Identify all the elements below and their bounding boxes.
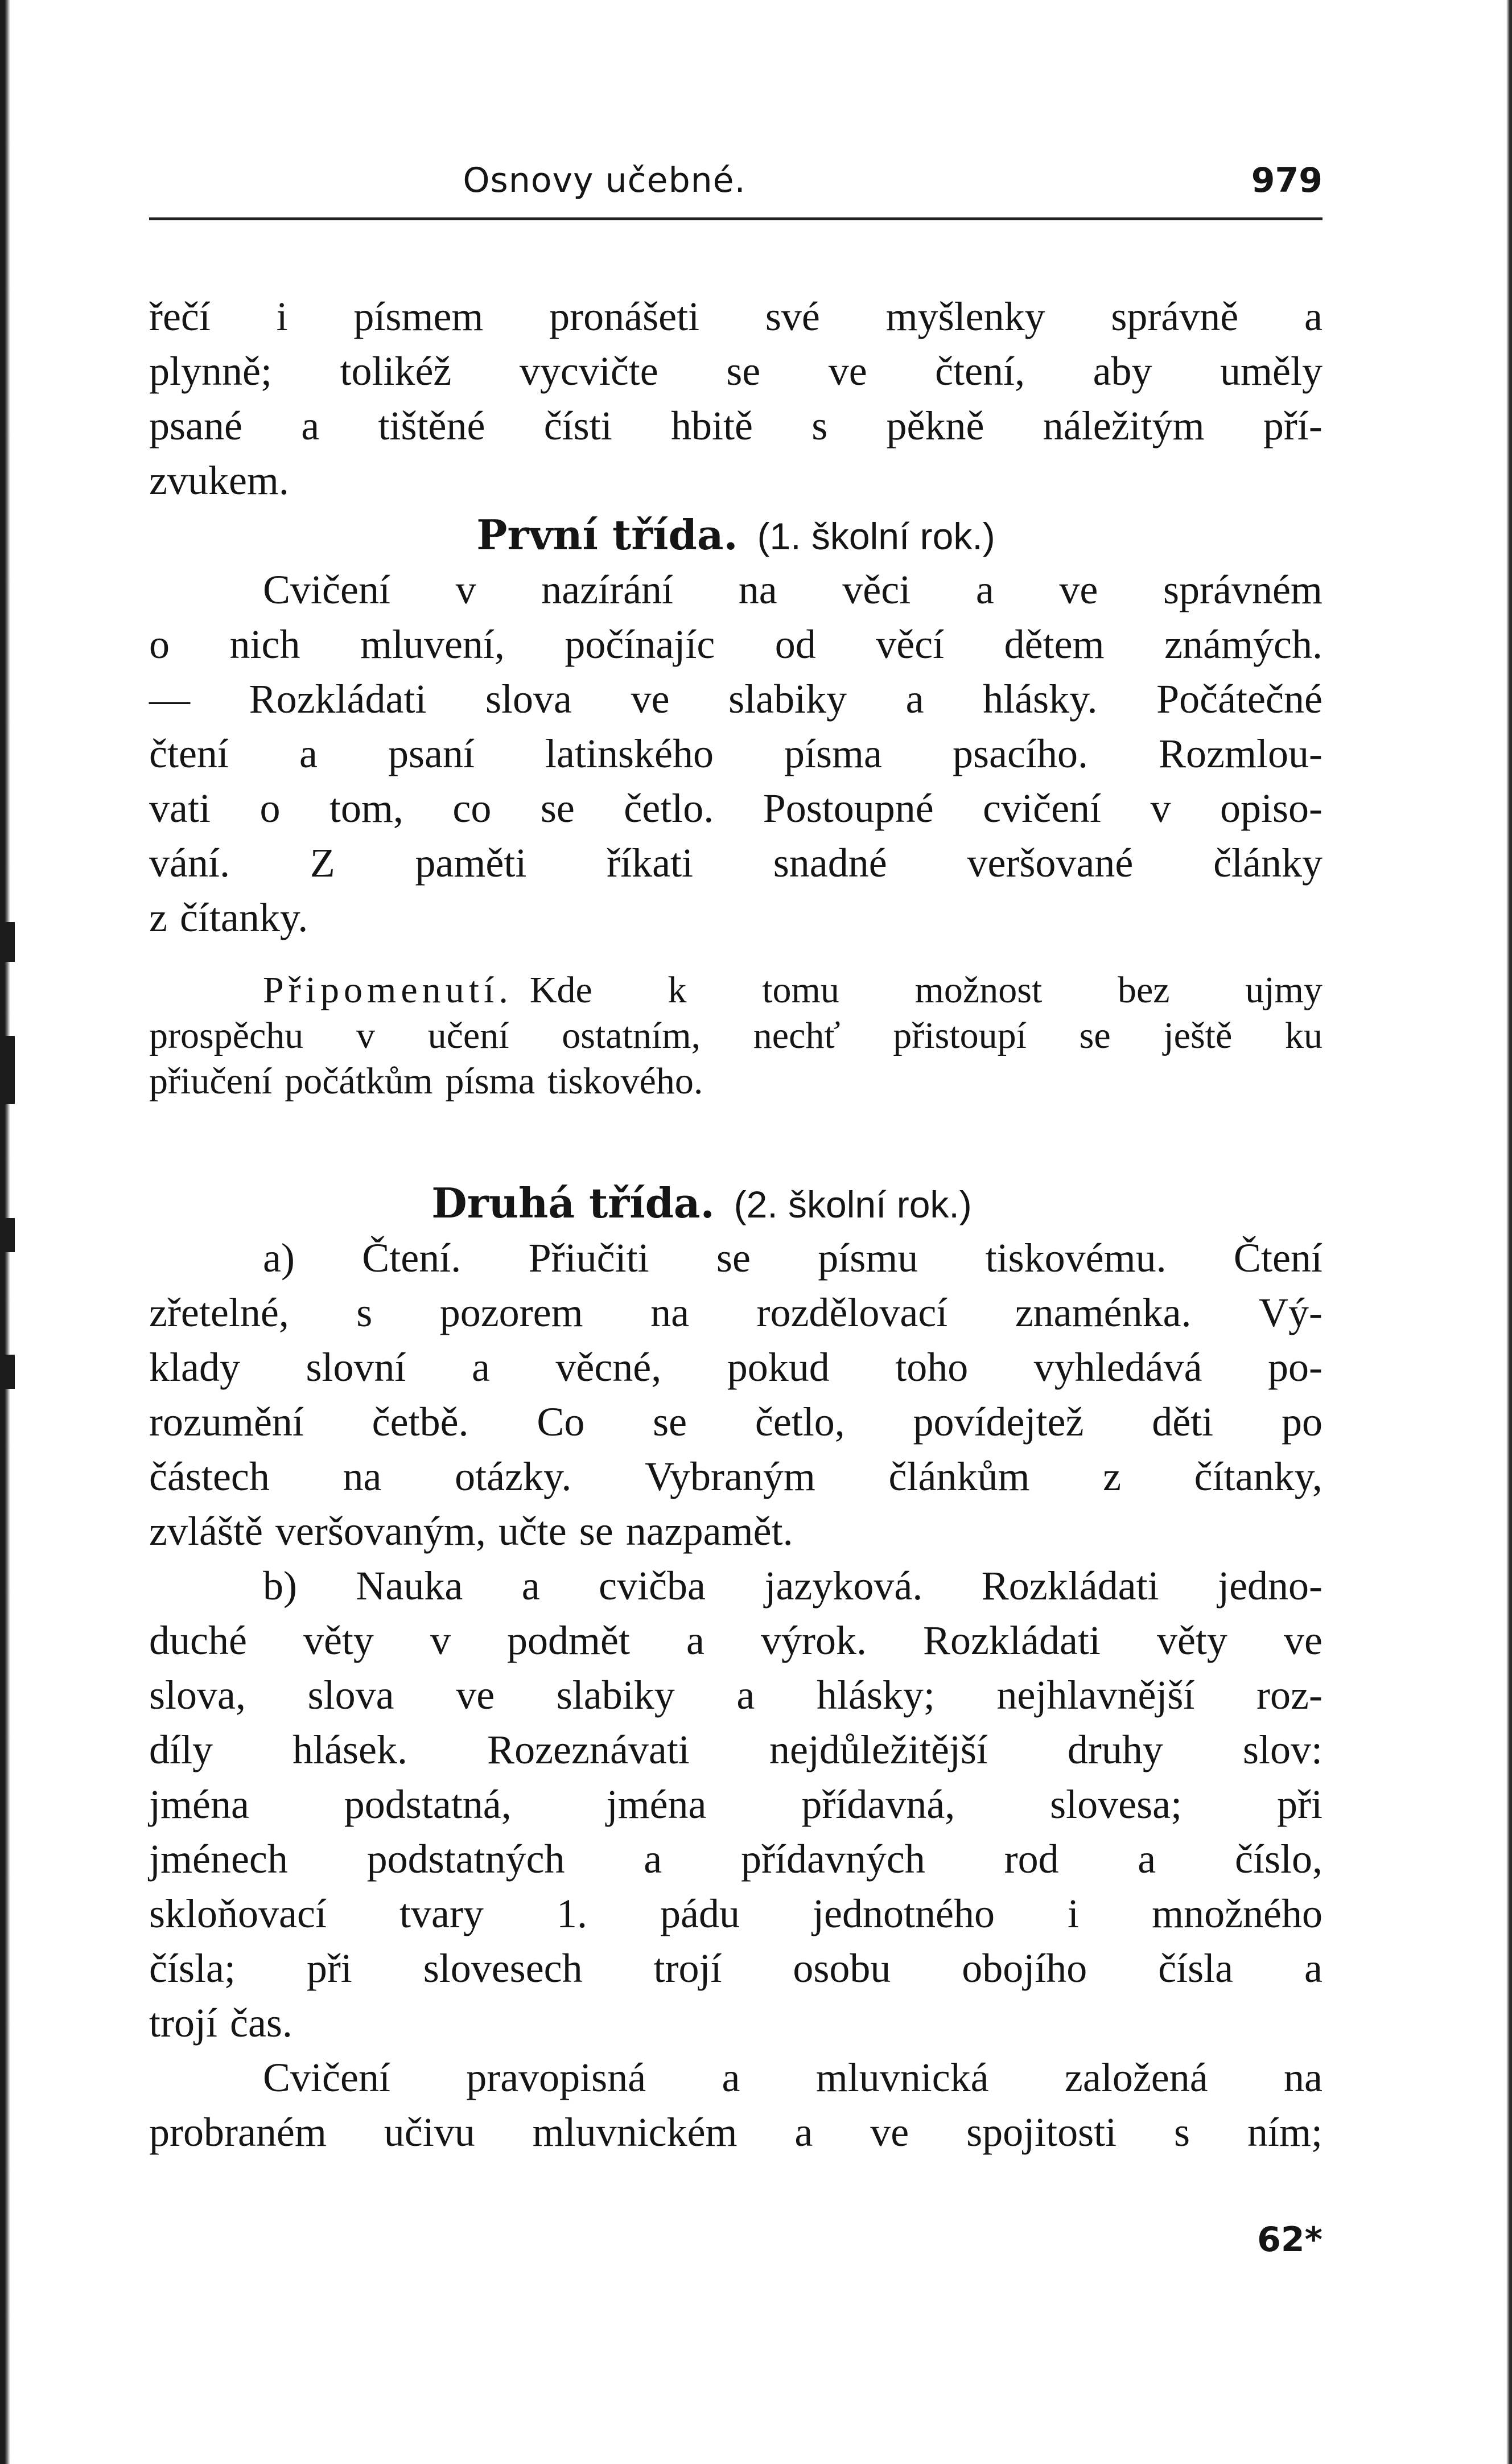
word: psaní xyxy=(388,731,475,776)
spacer xyxy=(149,945,1323,968)
word: 1. xyxy=(556,1891,587,1936)
word: b) xyxy=(263,1563,297,1609)
word: se xyxy=(579,1508,613,1554)
section-heading-second-class xyxy=(149,1176,1323,1231)
word: osobu xyxy=(793,1945,891,1991)
word: Rozmlou- xyxy=(1159,731,1323,776)
word: z xyxy=(1103,1454,1122,1499)
word: a xyxy=(722,2055,740,2100)
word: články xyxy=(1213,840,1323,886)
word: podstatných xyxy=(366,1836,565,1882)
word: ostatním, xyxy=(562,1015,701,1056)
text-line xyxy=(149,289,1323,344)
word: Z xyxy=(310,840,335,886)
page-header xyxy=(149,161,1323,206)
word: jména xyxy=(149,1782,249,1827)
paragraph-reading xyxy=(149,1231,1323,1558)
page-number: 979 xyxy=(1251,161,1323,200)
word: z xyxy=(149,895,167,940)
word: o xyxy=(149,622,170,667)
word: slovesech xyxy=(423,1945,583,1991)
word: probraném xyxy=(149,2109,327,2155)
paragraph-first-class xyxy=(149,562,1323,945)
word: cvičení xyxy=(983,785,1102,831)
word: se xyxy=(540,785,575,831)
word: v xyxy=(430,1618,451,1663)
text-line xyxy=(149,968,1323,1013)
word: a xyxy=(686,1618,704,1663)
word: správném xyxy=(1163,567,1323,612)
word: cvičba xyxy=(599,1563,706,1609)
word: tom, xyxy=(329,785,403,831)
word: — xyxy=(149,676,190,722)
word: a xyxy=(794,2109,813,2155)
word: učení xyxy=(427,1015,509,1056)
word: ve xyxy=(828,348,867,394)
word: věci xyxy=(842,567,911,612)
text-line xyxy=(149,1558,1323,1613)
word: jménech xyxy=(149,1836,288,1882)
text-line xyxy=(149,398,1323,453)
word: založená xyxy=(1064,2055,1208,2100)
text-line xyxy=(149,1996,1323,2050)
word: psané xyxy=(149,403,242,449)
word: tiskovému. xyxy=(985,1235,1167,1281)
text-line xyxy=(149,453,1323,508)
running-head: Osnovy učebné. xyxy=(463,161,746,200)
word: zřetelné, xyxy=(149,1290,289,1335)
word: ve xyxy=(1059,567,1098,612)
word: hlásek. xyxy=(292,1727,408,1772)
word: vyhledává xyxy=(1033,1344,1202,1390)
text-line xyxy=(149,781,1323,836)
word: správně xyxy=(1111,294,1239,339)
word: s xyxy=(811,403,828,449)
word: vycvičte xyxy=(519,348,658,394)
word: pronášeti xyxy=(549,294,700,339)
word: pří- xyxy=(1263,403,1323,449)
text-column xyxy=(149,289,1323,2159)
word: přiučení xyxy=(149,1060,273,1102)
word: od xyxy=(774,622,816,667)
word: aby xyxy=(1093,348,1152,394)
word: množného xyxy=(1152,1891,1323,1936)
word: četbě. xyxy=(372,1399,469,1445)
word: se xyxy=(726,348,761,394)
word: veršovaným, xyxy=(275,1508,486,1554)
word: a xyxy=(905,676,924,722)
word: Cvičení xyxy=(263,2055,390,2100)
word: slova xyxy=(485,676,572,722)
word: věty xyxy=(1156,1618,1227,1663)
word: hbitě xyxy=(670,403,753,449)
word: částech xyxy=(149,1454,270,1499)
word: písmem xyxy=(353,294,484,339)
word: Čtení. xyxy=(362,1235,462,1281)
text-line xyxy=(149,562,1323,617)
word: a xyxy=(1304,1945,1323,1991)
text-line xyxy=(149,1340,1323,1395)
text-line xyxy=(149,1668,1323,1722)
word: učivu xyxy=(384,2109,475,2155)
word: čítanky. xyxy=(179,895,308,940)
word: díly xyxy=(149,1727,213,1772)
text-line xyxy=(149,890,1323,945)
word: veršované xyxy=(967,840,1134,886)
word: otázky. xyxy=(455,1454,572,1499)
signature-mark: 62* xyxy=(1257,2220,1323,2260)
text-line xyxy=(149,1941,1323,1996)
word: číslo, xyxy=(1234,1836,1323,1882)
page-edge-right xyxy=(1506,0,1512,2464)
word: své xyxy=(765,294,820,339)
edge-mark xyxy=(0,1036,15,1104)
word: a xyxy=(644,1836,662,1882)
word: s xyxy=(356,1290,373,1335)
word: děti xyxy=(1152,1399,1214,1445)
word: nejhlavnější xyxy=(996,1672,1195,1718)
word: čas. xyxy=(230,2000,292,2046)
word: čísla xyxy=(1158,1945,1234,1991)
text-line xyxy=(149,1504,1323,1558)
word: říkati xyxy=(607,840,694,886)
word: a xyxy=(1138,1836,1156,1882)
word: plynně; xyxy=(149,348,272,394)
word: věcné, xyxy=(555,1344,662,1390)
word: nazpamět. xyxy=(625,1508,793,1554)
word: čísti xyxy=(543,403,612,449)
word: Rozkládati xyxy=(249,676,427,722)
word: na xyxy=(343,1454,382,1499)
word: Cvičení xyxy=(263,567,390,612)
word: Co xyxy=(537,1399,585,1445)
word: Postoupné xyxy=(763,785,934,831)
word: a xyxy=(299,731,318,776)
word: bez xyxy=(1117,969,1170,1011)
word: se xyxy=(1079,1015,1111,1056)
word: věcí xyxy=(876,622,945,667)
word: rozdělovací xyxy=(756,1290,948,1335)
text-line xyxy=(149,1449,1323,1504)
word: na xyxy=(650,1290,690,1335)
word: Nauka xyxy=(356,1563,463,1609)
word: a xyxy=(301,403,320,449)
word: duché xyxy=(149,1618,247,1663)
word: v xyxy=(455,567,476,612)
section-heading-first-class xyxy=(149,508,1323,562)
word: snadné xyxy=(773,840,887,886)
text-line xyxy=(149,1832,1323,1886)
word: a xyxy=(975,567,994,612)
heading-subtitle: (2. školní rok.) xyxy=(734,1183,972,1225)
word: tomu xyxy=(762,969,839,1011)
word: článkům xyxy=(888,1454,1030,1499)
word: skloňovací xyxy=(149,1891,327,1936)
word: myšlenky xyxy=(885,294,1045,339)
word: podmět xyxy=(506,1618,630,1663)
word: mluvení, xyxy=(360,622,505,667)
word: Přiučiti xyxy=(528,1235,649,1281)
word: při xyxy=(306,1945,352,1991)
word: a xyxy=(736,1672,755,1718)
word: rozumění xyxy=(149,1399,304,1445)
text-line xyxy=(149,2050,1323,2105)
text-line xyxy=(149,1013,1323,1059)
text-line xyxy=(149,1285,1323,1340)
word: roz- xyxy=(1256,1672,1323,1718)
word: hlásky; xyxy=(816,1672,935,1718)
word: nich xyxy=(229,622,300,667)
text-line xyxy=(149,1613,1323,1668)
paragraph-orthography xyxy=(149,2050,1323,2159)
word: Vý- xyxy=(1259,1290,1323,1335)
word: po xyxy=(1281,1399,1323,1445)
word: a xyxy=(471,1344,490,1390)
text-line xyxy=(149,344,1323,398)
word: mluvnická xyxy=(815,2055,989,2100)
text-line xyxy=(149,1059,1323,1104)
word: řečí xyxy=(149,294,211,339)
word: jednotného xyxy=(813,1891,995,1936)
heading-subtitle: (1. školní rok.) xyxy=(757,515,995,557)
word: Kde xyxy=(529,969,592,1011)
word: Čtení xyxy=(1233,1235,1323,1281)
word: písma xyxy=(784,731,882,776)
word: slov: xyxy=(1242,1727,1323,1772)
word: ve xyxy=(1283,1618,1323,1663)
word: počínajíc xyxy=(565,622,715,667)
word: slabiky xyxy=(556,1672,675,1718)
word: Rozkládati xyxy=(923,1618,1101,1663)
word: zvláště xyxy=(149,1508,263,1554)
word: prospěchu xyxy=(149,1015,304,1056)
word: trojí xyxy=(653,1945,722,1991)
word: ním; xyxy=(1247,2109,1323,2155)
word: ve xyxy=(870,2109,909,2155)
word: slova xyxy=(307,1672,394,1718)
word: znaménka. xyxy=(1015,1290,1192,1335)
word: náležitým xyxy=(1043,403,1205,449)
word: a xyxy=(521,1563,540,1609)
header-rule xyxy=(149,217,1323,220)
word: nazírání xyxy=(541,567,674,612)
word: přídavných xyxy=(740,1836,925,1882)
word: slovní xyxy=(306,1344,406,1390)
word: po- xyxy=(1268,1344,1323,1390)
word: a) xyxy=(263,1235,295,1281)
word: nejdůležitější xyxy=(769,1727,988,1772)
word: jména xyxy=(606,1782,707,1827)
word: povídejtež xyxy=(913,1399,1084,1445)
word: Počátečné xyxy=(1156,676,1323,722)
word: pěkně xyxy=(886,403,984,449)
word: pozorem xyxy=(439,1290,583,1335)
word: zvukem. xyxy=(149,458,289,503)
word: tiskového. xyxy=(547,1060,703,1102)
spacer xyxy=(149,1104,1323,1176)
word: věty xyxy=(303,1618,374,1663)
word: podstatná, xyxy=(344,1782,512,1827)
text-line xyxy=(149,1722,1323,1777)
text-line xyxy=(149,836,1323,890)
word: psacího. xyxy=(953,731,1088,776)
word: nechť xyxy=(753,1015,841,1056)
word: jazyková. xyxy=(764,1563,923,1609)
word: se xyxy=(716,1235,751,1281)
word: o xyxy=(259,785,281,831)
word: obojího xyxy=(962,1945,1087,1991)
word: čtení, xyxy=(935,348,1025,394)
text-line xyxy=(149,1395,1323,1449)
word: písmu xyxy=(818,1235,918,1281)
note-label: Připomenutí. xyxy=(263,969,513,1011)
word: paměti xyxy=(415,840,527,886)
text-line xyxy=(149,2105,1323,2159)
edge-mark xyxy=(0,922,15,962)
word: slova, xyxy=(149,1672,246,1718)
word: vati xyxy=(149,785,211,831)
word: co xyxy=(452,785,492,831)
word: klady xyxy=(149,1344,240,1390)
note-paragraph xyxy=(149,968,1323,1104)
word: výrok. xyxy=(760,1618,867,1663)
word: druhy xyxy=(1067,1727,1163,1772)
word: hlásky. xyxy=(983,676,1098,722)
word: čísla; xyxy=(149,1945,236,1991)
text-line xyxy=(149,1777,1323,1832)
word: na xyxy=(1283,2055,1323,2100)
word: ve xyxy=(456,1672,495,1718)
word: latinského xyxy=(545,731,714,776)
word: Rozeznávati xyxy=(487,1727,690,1772)
word: slovesa; xyxy=(1050,1782,1183,1827)
word: rod xyxy=(1004,1836,1059,1882)
text-line xyxy=(149,672,1323,726)
word: písma xyxy=(445,1060,535,1102)
heading-title: První třída. xyxy=(476,511,738,559)
word: čtení xyxy=(149,731,229,776)
word: mluvnickém xyxy=(532,2109,738,2155)
word: dětem xyxy=(1004,622,1105,667)
word: ještě xyxy=(1163,1015,1233,1056)
word: možnost xyxy=(914,969,1043,1011)
word: tolikéž xyxy=(340,348,452,394)
word: vání. xyxy=(149,840,230,886)
word: slabiky xyxy=(728,676,847,722)
word: pokud xyxy=(727,1344,830,1390)
word: známých. xyxy=(1164,622,1323,667)
note-first-line xyxy=(530,968,1323,1013)
word: tvary xyxy=(399,1891,484,1936)
edge-mark xyxy=(0,1355,15,1389)
word: ve xyxy=(631,676,670,722)
word: na xyxy=(738,567,777,612)
word: pravopisná xyxy=(466,2055,646,2100)
word: toho xyxy=(895,1344,969,1390)
word: tištěné xyxy=(378,403,485,449)
word: i xyxy=(276,294,288,339)
word: přídavná, xyxy=(801,1782,955,1827)
word: uměly xyxy=(1220,348,1323,394)
word: Rozkládati xyxy=(981,1563,1159,1609)
word: ujmy xyxy=(1245,969,1323,1011)
text-line xyxy=(149,617,1323,672)
word: v xyxy=(356,1015,375,1056)
word: spojitosti xyxy=(966,2109,1117,2155)
word: čítanky, xyxy=(1194,1454,1323,1499)
word: jedno- xyxy=(1218,1563,1323,1609)
word: učte xyxy=(498,1508,567,1554)
word: s xyxy=(1174,2109,1190,2155)
word: četlo. xyxy=(624,785,714,831)
heading-title: Druhá třída. xyxy=(431,1179,715,1227)
word: k xyxy=(668,969,687,1011)
word: i xyxy=(1068,1891,1080,1936)
text-line xyxy=(149,1231,1323,1285)
word: Vybraným xyxy=(644,1454,815,1499)
word: pádu xyxy=(660,1891,740,1936)
word: ku xyxy=(1284,1015,1323,1056)
text-line xyxy=(149,1886,1323,1941)
word: se xyxy=(653,1399,687,1445)
paragraph-intro xyxy=(149,289,1323,508)
word: opiso- xyxy=(1220,785,1323,831)
text-line xyxy=(149,726,1323,781)
word: a xyxy=(1304,294,1323,339)
word: trojí xyxy=(149,2000,217,2046)
word: přistoupí xyxy=(893,1015,1027,1056)
word: v xyxy=(1150,785,1171,831)
word: při xyxy=(1276,1782,1323,1827)
paragraph-language xyxy=(149,1558,1323,2050)
word: četlo, xyxy=(755,1399,845,1445)
word: počátkům xyxy=(285,1060,433,1102)
edge-mark xyxy=(0,1218,15,1252)
